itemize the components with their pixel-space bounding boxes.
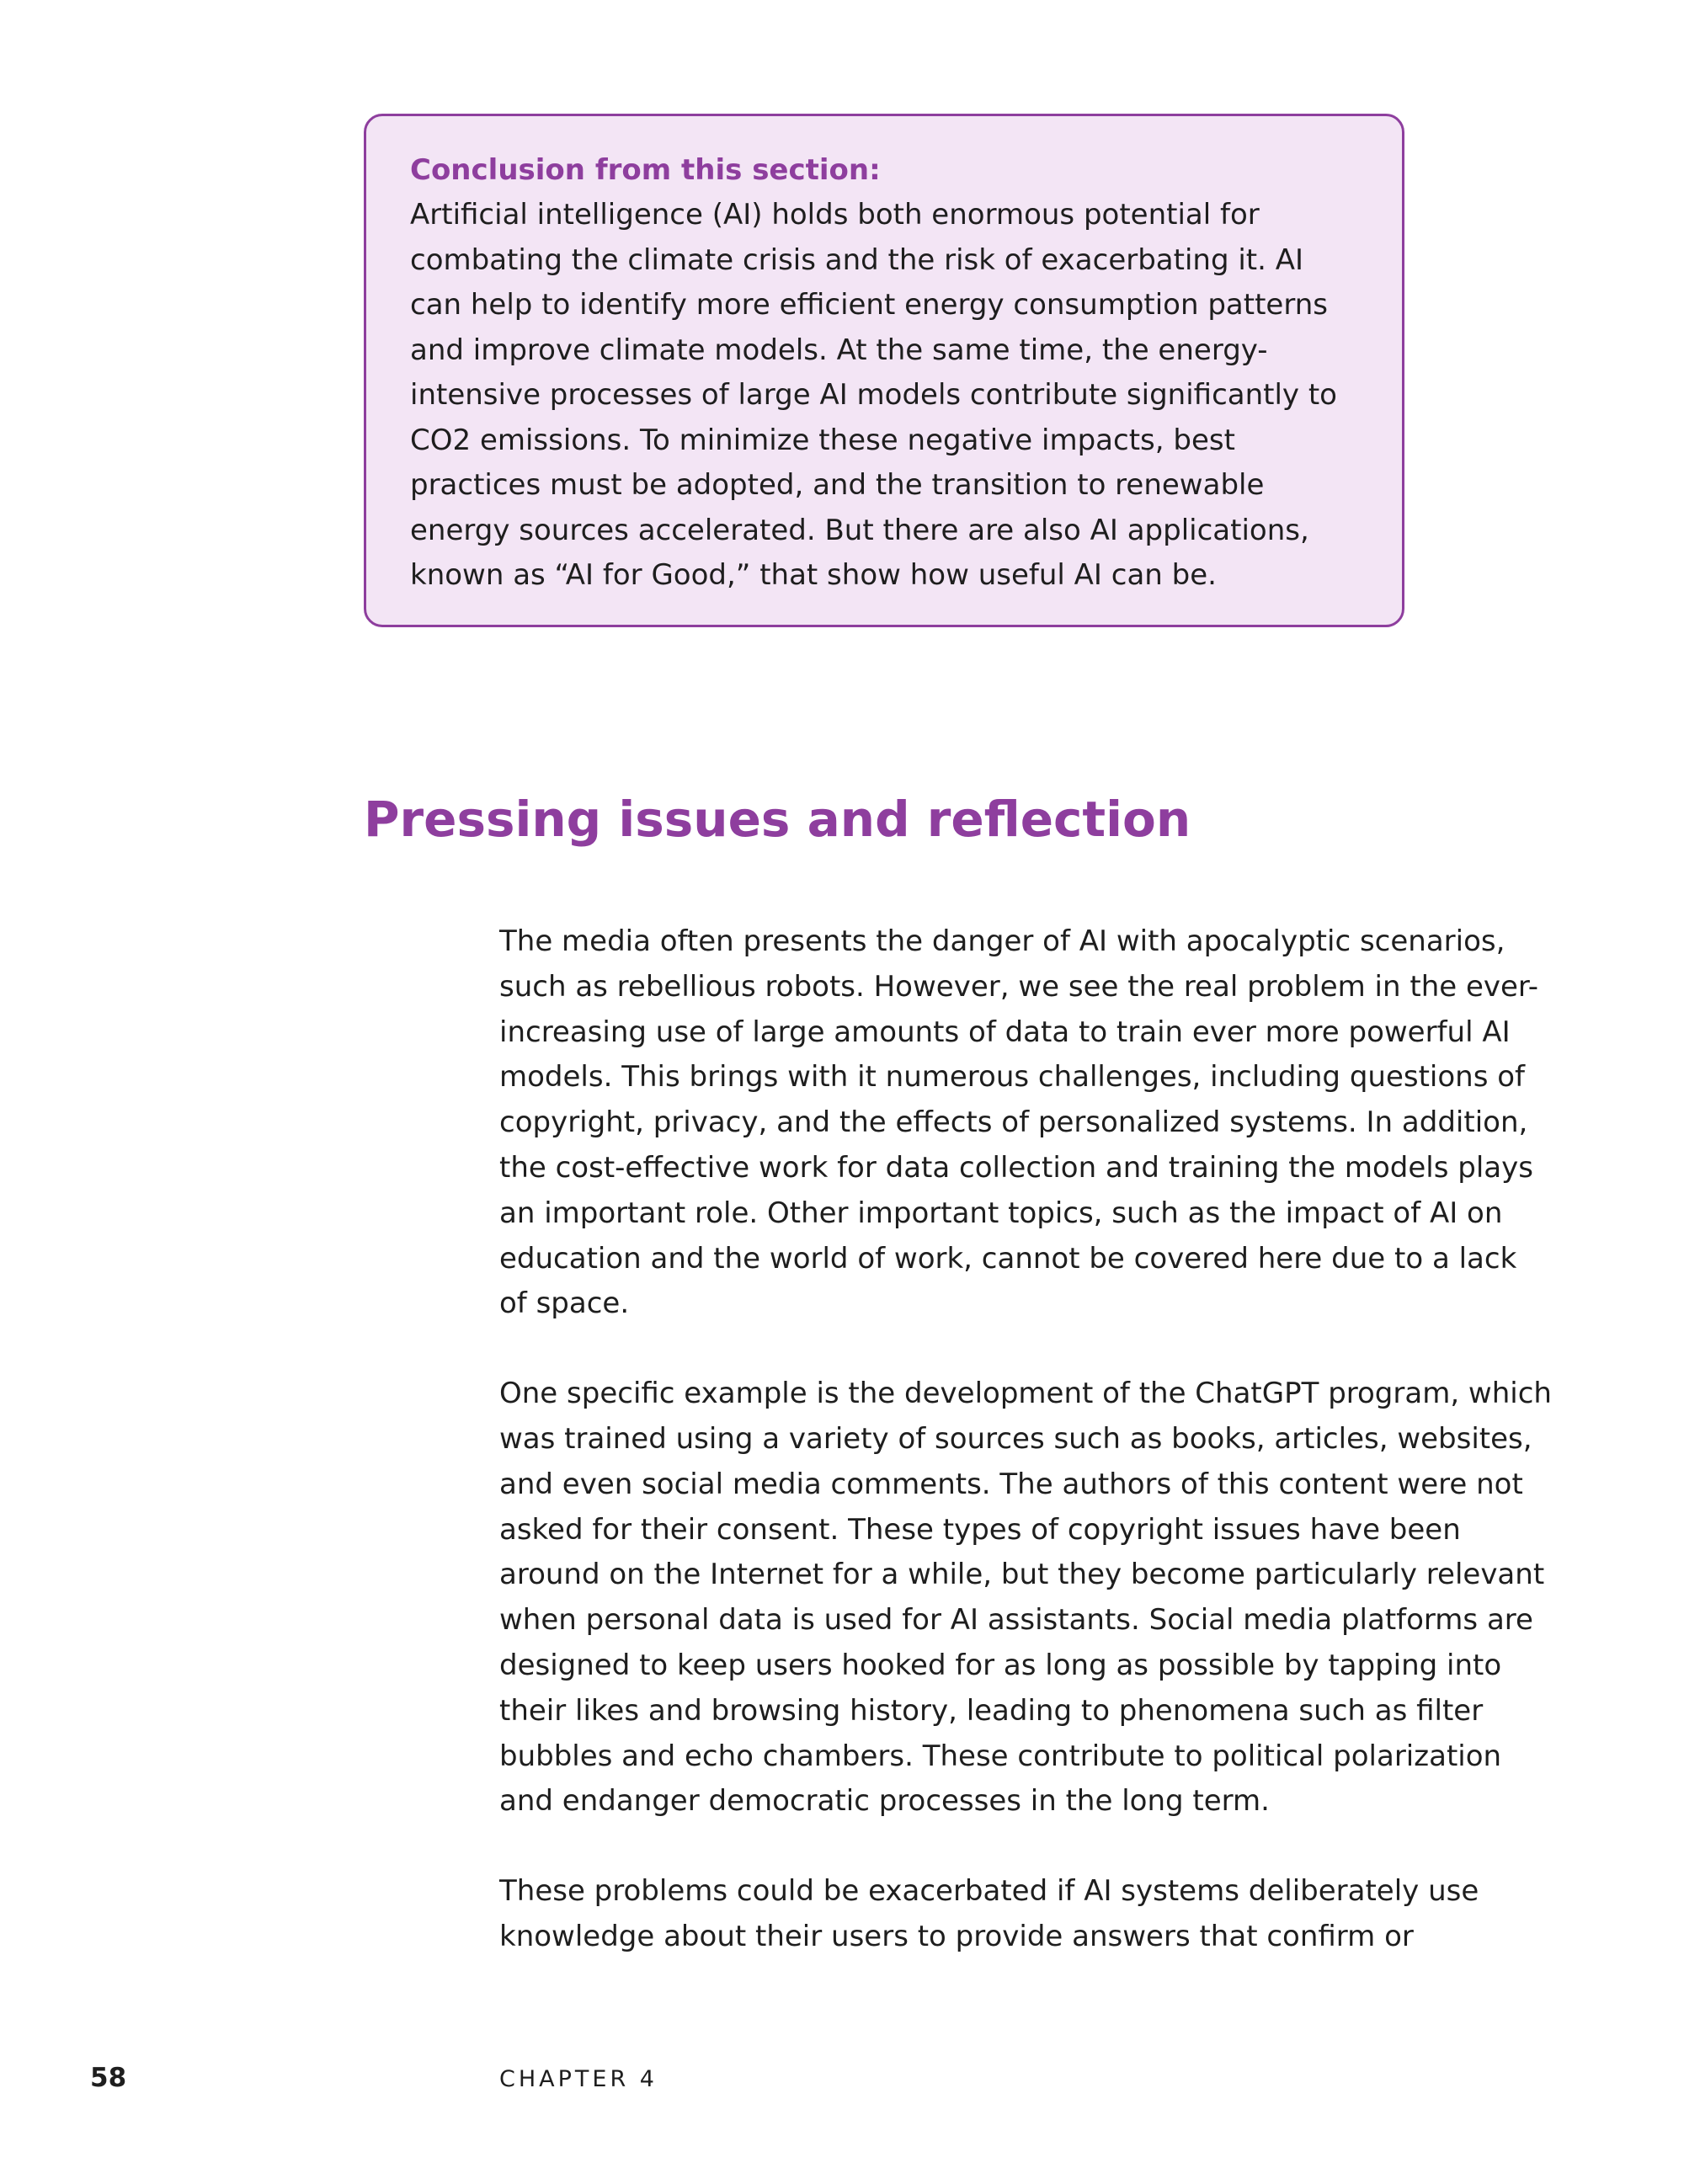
page-number: 58 <box>90 2063 127 2093</box>
paragraph: These problems could be exacerbated if AI systems deliberately use knowledge about their users to provide answers that confirm or <box>499 1874 1479 1953</box>
paragraph: The media often presents the danger of AI with apocalyptic scenarios, such as rebellious robots. However, we see the real problem in the ever-increasing use of large amounts of data to train ever more powerful AI models. This brings with it numerous challenges, including questions of copyright, privacy, and the effects of personalized systems. In addition, the cost-effective work for data collection and training the models plays an important role. Other important topics, such as the impact of AI on education and the world of work, cannot be covered here due to a lack of space. <box>499 924 1538 1321</box>
chapter-label: CHAPTER 4 <box>499 2066 658 2092</box>
conclusion-title: Conclusion from this section: <box>410 153 881 187</box>
conclusion-text: Artificial intelligence (AI) holds both enormous potential for combating the climate crisis and the risk of exacerbating it. AI can help to identify more efficient energy consumption patterns and improve climate models. At the same time, the energy-intensive processes of large AI models contribute significantly to CO2 emissions. To minimize these negative impacts, best practices must be adopted, and the transition to renewable energy sources accelerated. But there are also AI applications, known as “AI for Good,” that show how useful AI can be. <box>410 198 1337 592</box>
body-text <box>499 919 1552 1960</box>
conclusion-box <box>364 114 1404 627</box>
paragraph: One specific example is the development of the ChatGPT program, which was trained using a variety of sources such as books, articles, websites, and even social media comments. The authors of this content were not asked for their consent. These types of copyright issues have been around on the Internet for a while, but they become particularly relevant when personal data is used for AI assistants. Social media platforms are designed to keep users hooked for as long as possible by tapping into their likes and browsing history, leading to phenomena such as filter bubbles and echo chambers. These contribute to political polarization and endanger democratic processes in the long term. <box>499 1377 1552 1819</box>
section-heading: Pressing issues and reflection <box>364 791 1191 848</box>
